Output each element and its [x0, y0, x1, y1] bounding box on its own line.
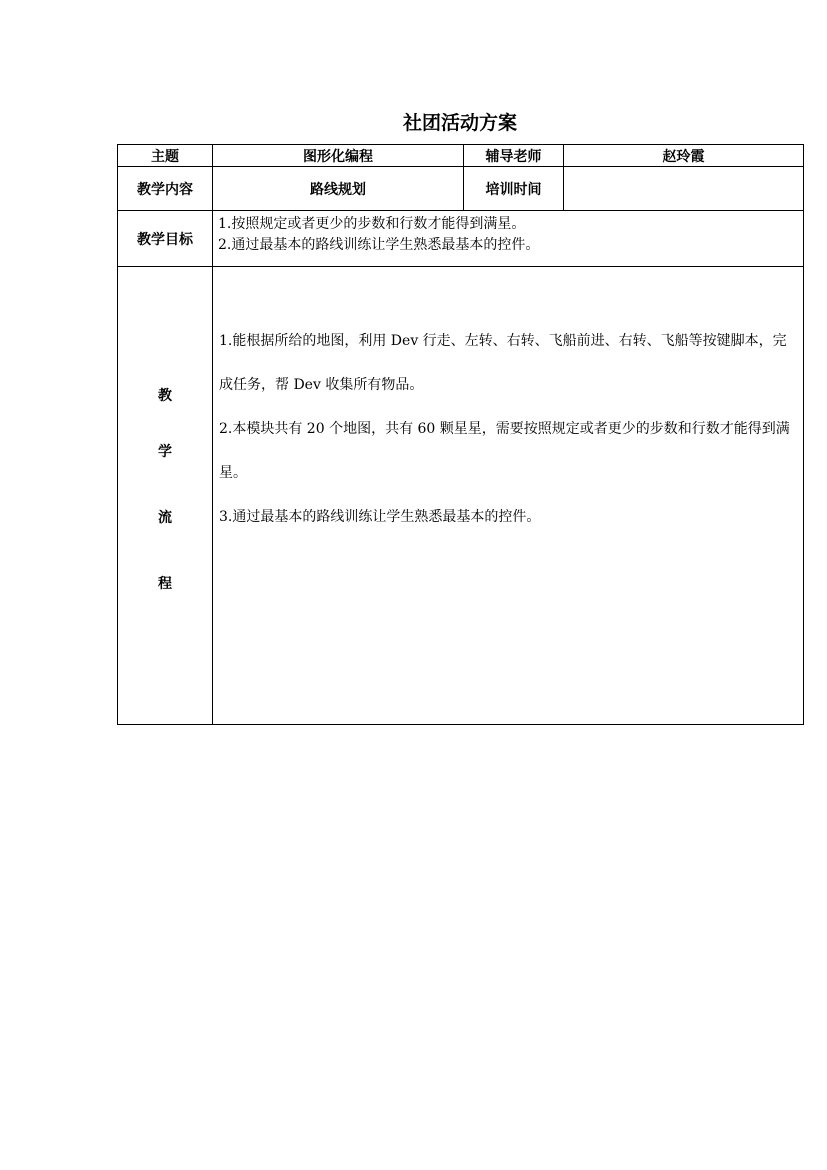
activity-plan-table	[117, 144, 804, 725]
content-value: 路线规划	[213, 167, 464, 211]
teacher-value: 赵玲霞	[564, 145, 804, 167]
flow-label	[118, 267, 213, 725]
goals-content	[213, 211, 804, 267]
content-label: 教学内容	[118, 167, 213, 211]
flow-paragraph: 1.能根据所给的地图，利用 Dev 行走、左转、右转、飞船前进、右转、飞船等按键脚本，完成任务，帮 Dev 收集所有物品。	[219, 333, 787, 393]
document-title: 社团活动方案	[402, 112, 517, 134]
flow-label-char: 流	[158, 510, 172, 526]
topic-row	[118, 145, 804, 167]
goal-item: 1.按照规定或者更少的步数和行数才能得到满星。	[218, 216, 526, 232]
time-value	[564, 167, 804, 211]
time-label: 培训时间	[464, 167, 564, 211]
flow-label-char: 教	[158, 388, 172, 404]
goals-row	[118, 211, 804, 267]
topic-label: 主题	[118, 145, 213, 167]
flow-paragraph: 3.通过最基本的路线训练让学生熟悉最基本的控件。	[219, 509, 541, 525]
goals-label: 教学目标	[118, 211, 213, 267]
flow-paragraph: 2.本模块共有 20 个地图，共有 60 颗星星，需要按照规定或者更少的步数和行数才能得到满星。	[219, 421, 790, 481]
goal-item: 2.通过最基本的路线训练让学生熟悉最基本的控件。	[218, 237, 540, 253]
teacher-label: 辅导老师	[464, 145, 564, 167]
topic-value: 图形化编程	[213, 145, 464, 167]
flow-label-char: 学	[158, 444, 172, 460]
flow-row	[118, 267, 804, 725]
flow-content	[213, 267, 804, 725]
content-row	[118, 167, 804, 211]
flow-label-char: 程	[158, 576, 172, 592]
